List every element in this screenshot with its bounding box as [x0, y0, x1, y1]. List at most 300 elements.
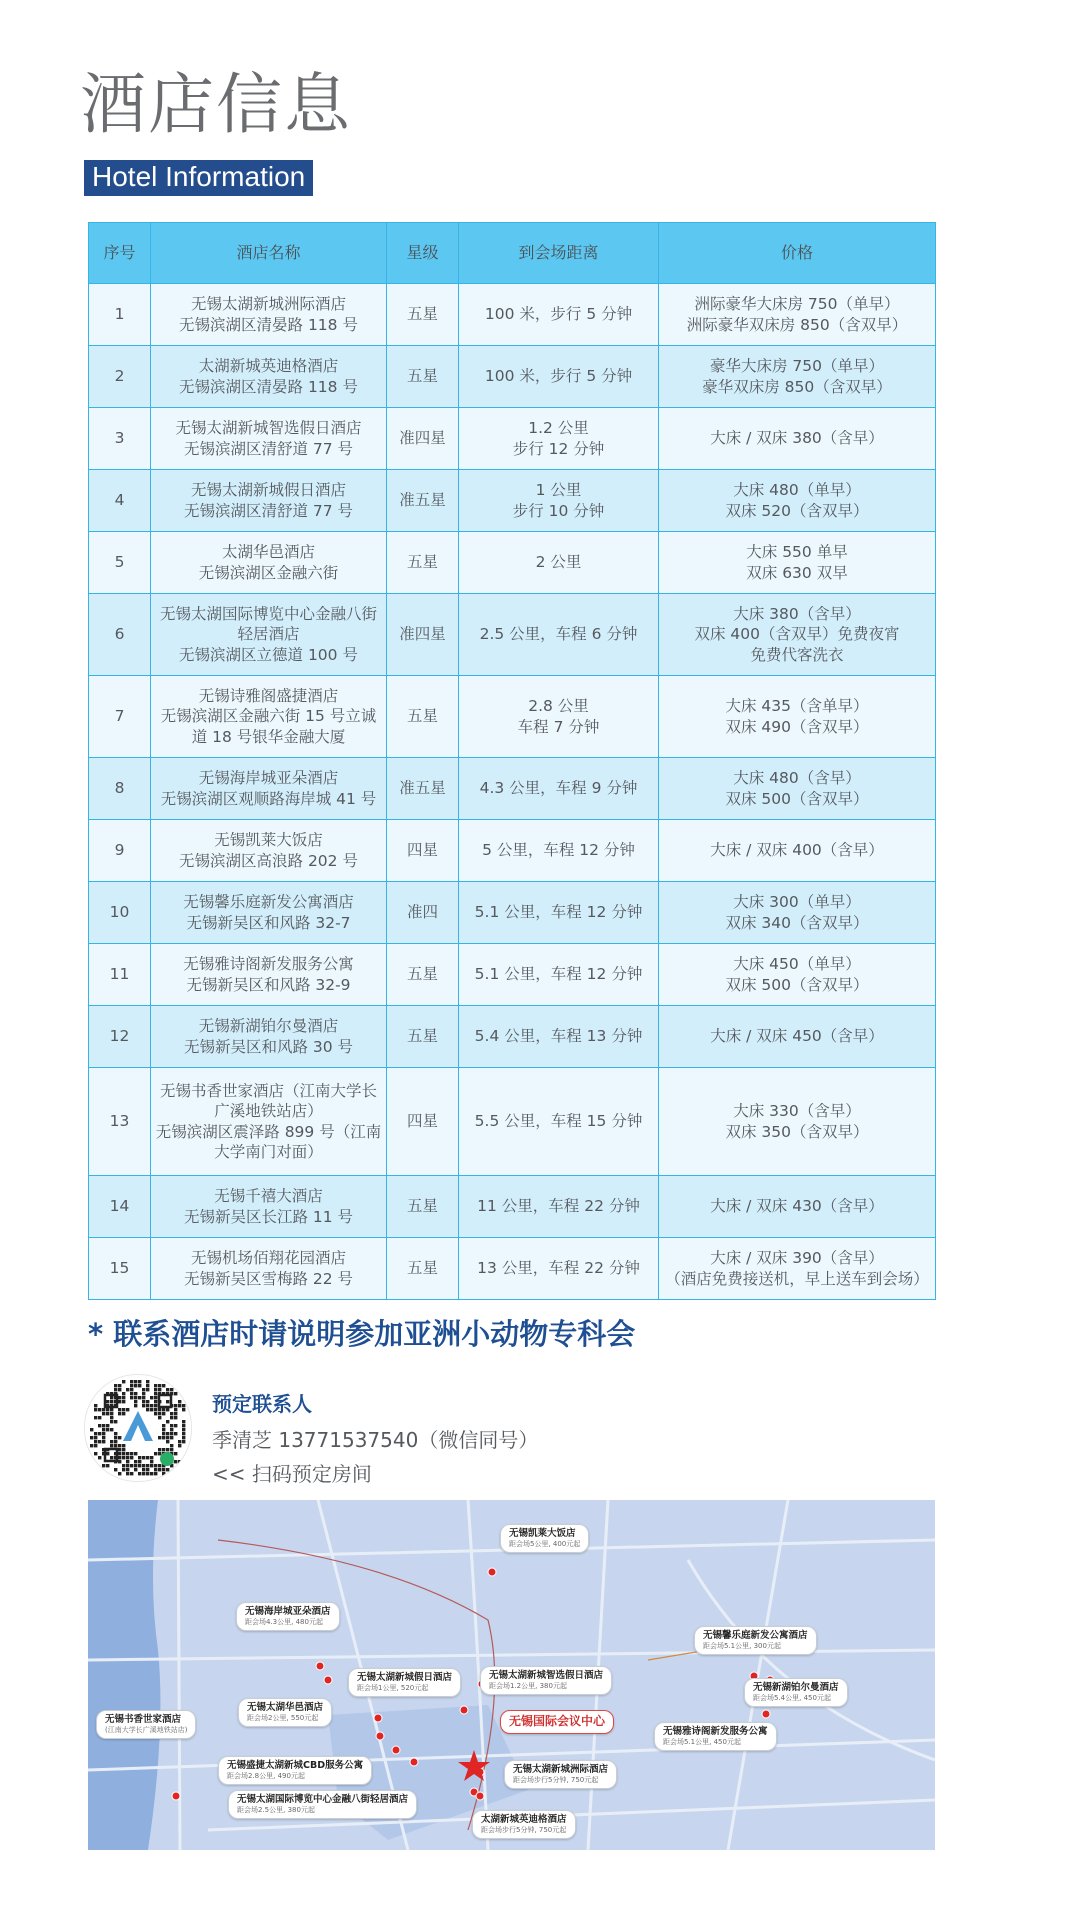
- qr-module: [142, 1464, 145, 1467]
- qr-module: [170, 1412, 173, 1415]
- qr-module: [126, 1388, 129, 1391]
- cell-distance: [459, 470, 659, 532]
- cell-price-line: 大床 550 单早: [746, 543, 848, 562]
- cell-price-line: 大床 / 双床 430（含早）: [710, 1197, 884, 1216]
- map-hotel-label: [654, 1722, 777, 1751]
- qr-module: [126, 1464, 129, 1467]
- cell-no: 4: [89, 470, 151, 532]
- qr-module: [146, 1472, 149, 1475]
- qr-module: [154, 1388, 157, 1391]
- qr-module: [150, 1396, 153, 1399]
- cell-price: [659, 1068, 936, 1176]
- cell-distance-line: 2.5 公里，车程 6 分钟: [479, 625, 638, 644]
- cell-price: [659, 1176, 936, 1238]
- qr-module: [166, 1432, 169, 1435]
- qr-module: [114, 1384, 117, 1387]
- qr-module: [142, 1404, 145, 1407]
- map-hotel-desc: 距会场2公里, 550元起: [247, 1713, 319, 1722]
- map-hotel-desc: 距会场步行5分钟, 750元起: [513, 1775, 599, 1784]
- qr-module: [174, 1460, 177, 1463]
- cell-name-line: 无锡滨湖区观顺路海岸城 41 号: [160, 789, 377, 808]
- cell-distance-line: 1 公里: [535, 481, 582, 500]
- qr-module: [94, 1452, 97, 1455]
- qr-module: [118, 1400, 121, 1403]
- map-hotel-name: 无锡太湖华邑酒店: [247, 1702, 324, 1713]
- qr-module: [134, 1380, 137, 1383]
- map-hotel-name: 无锡太湖新城洲际酒店: [513, 1764, 609, 1775]
- map-hotel-desc: 距会场5公里, 400元起: [509, 1539, 581, 1548]
- cell-name-line: 无锡机场佰翔花园酒店: [190, 1249, 346, 1268]
- qr-module: [114, 1468, 117, 1471]
- cell-star: 准四星: [387, 594, 459, 676]
- map-hotel-name: 太湖新城英迪格酒店: [481, 1814, 567, 1825]
- cell-price-line: 双床 500（含双早）: [725, 789, 869, 808]
- cell-distance: [459, 944, 659, 1006]
- cell-no: 12: [89, 1006, 151, 1068]
- map-hotel-label: [500, 1524, 589, 1553]
- cell-no: 11: [89, 944, 151, 1006]
- qr-module: [170, 1388, 173, 1391]
- qr-module: [122, 1448, 125, 1451]
- qr-module: [150, 1464, 153, 1467]
- cell-distance: [459, 758, 659, 820]
- qr-module: [150, 1472, 153, 1475]
- map-hotel-desc: 距会场5.4公里, 450元起: [753, 1693, 831, 1702]
- cell-name-line: 无锡太湖新城洲际酒店: [190, 295, 346, 314]
- cell-distance-line: 13 公里，车程 22 分钟: [477, 1259, 640, 1278]
- table-row: [89, 1176, 936, 1238]
- qr-module: [94, 1404, 97, 1407]
- cell-distance: [459, 532, 659, 594]
- hotel-table: [88, 222, 936, 1300]
- qr-module: [122, 1412, 125, 1415]
- cell-name: [151, 882, 387, 944]
- cell-name: [151, 284, 387, 346]
- cell-price: [659, 1238, 936, 1300]
- qr-module: [106, 1428, 109, 1431]
- qr-module: [102, 1408, 105, 1411]
- qr-module: [154, 1464, 157, 1467]
- qr-module: [146, 1468, 149, 1471]
- table-row: [89, 758, 936, 820]
- qr-module: [94, 1432, 97, 1435]
- cell-star: 准四: [387, 882, 459, 944]
- qr-module: [98, 1456, 101, 1459]
- qr-module: [174, 1424, 177, 1427]
- cell-price-line: 双床 520（含双早）: [725, 501, 869, 520]
- qr-module: [126, 1452, 129, 1455]
- qr-module: [122, 1444, 125, 1447]
- cell-price-line: 洲际豪华大床房 750（单早）: [694, 295, 900, 314]
- cell-name-line: 无锡新吴区和风路 32-7: [186, 913, 351, 932]
- cell-distance: [459, 594, 659, 676]
- cell-price-line: 双床 630 双早: [746, 563, 848, 582]
- qr-module: [118, 1444, 121, 1447]
- qr-module: [122, 1400, 125, 1403]
- qr-module: [170, 1448, 173, 1451]
- cell-price: [659, 470, 936, 532]
- cell-distance-line: 5 公里，车程 12 分钟: [482, 841, 635, 860]
- qr-module: [130, 1452, 133, 1455]
- qr-module: [98, 1424, 101, 1427]
- cell-star: 五星: [387, 1006, 459, 1068]
- qr-module: [106, 1464, 109, 1467]
- cell-distance: [459, 346, 659, 408]
- qr-module: [134, 1464, 137, 1467]
- qr-module: [166, 1448, 169, 1451]
- cell-price-line: 双床 500（含双早）: [725, 975, 869, 994]
- cell-price-line: 大床 330（含早）: [733, 1102, 861, 1121]
- table-row: [89, 882, 936, 944]
- miniprogram-icon: [160, 1452, 174, 1466]
- cell-price: [659, 758, 936, 820]
- scan-hint: << 扫码预定房间: [212, 1462, 372, 1486]
- qr-module: [130, 1396, 133, 1399]
- map-hotel-name: 无锡凯莱大饭店: [509, 1528, 576, 1539]
- table-row: [89, 284, 936, 346]
- cell-distance-line: 5.1 公里，车程 12 分钟: [474, 965, 643, 984]
- cell-name: [151, 944, 387, 1006]
- cell-distance-line: 车程 7 分钟: [517, 717, 600, 736]
- table-row: [89, 676, 936, 758]
- contact-note: * 联系酒店时请说明参加亚洲小动物专科会: [88, 1317, 636, 1351]
- table-row: [89, 820, 936, 882]
- qr-module: [158, 1436, 161, 1439]
- qr-module: [154, 1392, 157, 1395]
- map-hotel-desc: 距会场2.5公里, 380元起: [237, 1805, 315, 1814]
- map-hotel-desc: (江南大学长广溪地铁站店): [105, 1725, 188, 1734]
- map-hotel-name: 无锡盛捷太湖新城CBD服务公寓: [227, 1760, 364, 1771]
- table-row: [89, 408, 936, 470]
- cell-no: 8: [89, 758, 151, 820]
- cell-name-line: 无锡新吴区和风路 30 号: [183, 1037, 354, 1056]
- map-hotel-desc: 距会场1公里, 520元起: [357, 1683, 429, 1692]
- cell-name-line: 无锡滨湖区清晏路 118 号: [179, 377, 358, 396]
- qr-module: [154, 1404, 157, 1407]
- qr-module: [170, 1428, 173, 1431]
- qr-module: [146, 1456, 149, 1459]
- map-pin-icon: [172, 1792, 180, 1800]
- cell-price-line: 双床 340（含双早）: [725, 913, 869, 932]
- qr-module: [114, 1436, 117, 1439]
- cell-no: 2: [89, 346, 151, 408]
- qr-module: [162, 1436, 165, 1439]
- qr-module: [182, 1436, 185, 1439]
- qr-module: [126, 1408, 129, 1411]
- qr-module: [154, 1396, 157, 1399]
- cell-price: [659, 346, 936, 408]
- qr-module: [162, 1472, 165, 1475]
- cell-star: 四星: [387, 820, 459, 882]
- header-price: 价格: [659, 223, 936, 284]
- qr-module: [142, 1456, 145, 1459]
- qr-module: [182, 1408, 185, 1411]
- cell-name-line: 无锡海岸城亚朵酒店: [198, 769, 339, 788]
- qr-module: [174, 1404, 177, 1407]
- qr-module: [162, 1424, 165, 1427]
- qr-module: [122, 1464, 125, 1467]
- qr-module: [154, 1412, 157, 1415]
- qr-module: [174, 1416, 177, 1419]
- qr-module: [166, 1436, 169, 1439]
- qr-module: [146, 1380, 149, 1383]
- qr-module: [150, 1460, 153, 1463]
- qr-module: [158, 1452, 161, 1455]
- table-header-row: [89, 223, 936, 284]
- qr-module: [106, 1400, 109, 1403]
- cell-name-line: 无锡新湖铂尔曼酒店: [198, 1017, 339, 1036]
- cell-star: 准五星: [387, 758, 459, 820]
- cell-no: 1: [89, 284, 151, 346]
- cell-distance-line: 5.5 公里，车程 15 分钟: [474, 1112, 643, 1131]
- qr-module: [98, 1408, 101, 1411]
- header-no: 序号: [89, 223, 151, 284]
- map-hotel-label: [238, 1698, 332, 1727]
- qr-module: [122, 1396, 125, 1399]
- qr-code[interactable]: [84, 1374, 192, 1482]
- qr-module: [142, 1396, 145, 1399]
- qr-module: [170, 1436, 173, 1439]
- map-hotel-name: 无锡雅诗阁新发服务公寓: [663, 1726, 768, 1737]
- qr-module: [182, 1440, 185, 1443]
- map-hotel-name: 无锡太湖国际博览中心金融八街轻居酒店: [237, 1794, 409, 1805]
- qr-module: [174, 1432, 177, 1435]
- cell-name-line: 无锡滨湖区清舒道 77 号: [183, 501, 354, 520]
- map-hotel-label: [236, 1602, 340, 1631]
- cell-name-line: 轻居酒店: [237, 625, 300, 644]
- qr-module: [182, 1432, 185, 1435]
- qr-module: [94, 1416, 97, 1419]
- qr-module: [162, 1428, 165, 1431]
- qr-module: [130, 1456, 133, 1459]
- table-row: [89, 594, 936, 676]
- qr-module: [134, 1452, 137, 1455]
- qr-module: [122, 1452, 125, 1455]
- qr-module: [118, 1472, 121, 1475]
- table-row: [89, 1238, 936, 1300]
- qr-module: [110, 1420, 113, 1423]
- cell-distance-line: 2.8 公里: [528, 697, 589, 716]
- qr-module: [90, 1444, 93, 1447]
- cell-distance: [459, 882, 659, 944]
- cell-price-line: 双床 400（含双早）免费夜宵: [694, 625, 900, 644]
- qr-module: [158, 1388, 161, 1391]
- cell-price-line: 双床 490（含双早）: [725, 717, 869, 736]
- qr-module: [102, 1464, 105, 1467]
- cell-star: 五星: [387, 944, 459, 1006]
- cell-name: [151, 820, 387, 882]
- qr-module: [130, 1388, 133, 1391]
- map-hotel-desc: 距会场1.2公里, 380元起: [489, 1681, 567, 1690]
- qr-module: [182, 1420, 185, 1423]
- qr-module: [154, 1472, 157, 1475]
- qr-module: [162, 1384, 165, 1387]
- qr-module: [126, 1460, 129, 1463]
- cell-distance: [459, 676, 659, 758]
- qr-module: [138, 1464, 141, 1467]
- qr-module: [102, 1424, 105, 1427]
- map-pin-icon: [488, 1568, 496, 1576]
- cell-name: [151, 532, 387, 594]
- map-hotel-name: 无锡太湖新城智选假日酒店: [489, 1670, 604, 1681]
- cell-distance-line: 100 米，步行 5 分钟: [484, 305, 633, 324]
- cell-distance: [459, 1238, 659, 1300]
- table-row: [89, 1006, 936, 1068]
- cell-no: 6: [89, 594, 151, 676]
- qr-module: [166, 1408, 169, 1411]
- qr-module: [118, 1384, 121, 1387]
- cell-name: [151, 1238, 387, 1300]
- map-hotel-label: [694, 1626, 817, 1655]
- qr-module: [162, 1468, 165, 1471]
- qr-module: [134, 1392, 137, 1395]
- cell-distance-line: 5.1 公里，车程 12 分钟: [474, 903, 643, 922]
- map-hotel-name: 无锡馨乐庭新发公寓酒店: [703, 1630, 808, 1641]
- cell-name-line: 无锡滨湖区金融六街: [198, 563, 339, 582]
- cell-name-line: 无锡馨乐庭新发公寓酒店: [183, 893, 354, 912]
- qr-module: [126, 1468, 129, 1471]
- map-hotel-desc: 距会场步行5分钟, 750元起: [481, 1825, 567, 1834]
- cell-no: 15: [89, 1238, 151, 1300]
- cell-distance: [459, 1068, 659, 1176]
- qr-module: [146, 1404, 149, 1407]
- qr-module: [178, 1460, 181, 1463]
- map-pin-icon: [376, 1732, 384, 1740]
- map-hotel-name: 无锡海岸城亚朵酒店: [245, 1606, 331, 1617]
- qr-module: [178, 1444, 181, 1447]
- cell-price: [659, 820, 936, 882]
- qr-module: [102, 1412, 105, 1415]
- qr-module: [110, 1456, 113, 1459]
- qr-module: [166, 1420, 169, 1423]
- cell-no: 3: [89, 408, 151, 470]
- qr-module: [158, 1384, 161, 1387]
- cell-price: [659, 944, 936, 1006]
- cell-price-line: 大床 480（单早）: [733, 481, 861, 500]
- qr-module: [138, 1472, 141, 1475]
- qr-module: [158, 1416, 161, 1419]
- qr-module: [166, 1388, 169, 1391]
- qr-module: [110, 1412, 113, 1415]
- qr-module: [114, 1444, 117, 1447]
- cell-price-line: 洲际豪华双床房 850（含双早）: [686, 315, 908, 334]
- qr-module: [102, 1428, 105, 1431]
- qr-module: [146, 1464, 149, 1467]
- qr-module: [130, 1392, 133, 1395]
- cell-star: 五星: [387, 284, 459, 346]
- map-venue-name: 无锡国际会议中心: [509, 1714, 606, 1728]
- table-row: [89, 1068, 936, 1176]
- cell-price-line: 大床 / 双床 390（含早）: [710, 1249, 884, 1268]
- qr-module: [146, 1408, 149, 1411]
- qr-module: [154, 1384, 157, 1387]
- page-title: 酒店信息: [80, 66, 352, 143]
- cell-name-line: 无锡太湖新城智选假日酒店: [175, 419, 362, 438]
- qr-module: [138, 1456, 141, 1459]
- cell-name-line: 无锡滨湖区高浪路 202 号: [179, 851, 358, 870]
- cell-name-line: 无锡新吴区长江路 11 号: [183, 1207, 354, 1226]
- cell-name-line: 无锡千禧大酒店: [214, 1187, 323, 1206]
- qr-module: [154, 1400, 157, 1403]
- table-row: [89, 532, 936, 594]
- cell-price-line: 大床 / 双床 380（含早）: [710, 429, 884, 448]
- cell-price: [659, 882, 936, 944]
- map-pin-icon: [460, 1706, 468, 1714]
- qr-module: [158, 1408, 161, 1411]
- cell-price: [659, 676, 936, 758]
- cell-price-line: 双床 350（含双早）: [725, 1122, 869, 1141]
- cell-price-line: 大床 450（单早）: [733, 955, 861, 974]
- qr-module: [118, 1396, 121, 1399]
- cell-no: 14: [89, 1176, 151, 1238]
- qr-module: [170, 1432, 173, 1435]
- cell-star: 四星: [387, 1068, 459, 1176]
- cell-name-line: 无锡滨湖区清舒道 77 号: [183, 439, 354, 458]
- map-hotel-label: [472, 1810, 576, 1839]
- qr-module: [146, 1400, 149, 1403]
- qr-module: [118, 1436, 121, 1439]
- cell-star: 五星: [387, 532, 459, 594]
- header-star: 星级: [387, 223, 459, 284]
- qr-module: [130, 1384, 133, 1387]
- map-pin-icon: [316, 1662, 324, 1670]
- map-hotel-desc: 距会场5.1公里, 450元起: [663, 1737, 741, 1746]
- map-hotel-name: 无锡新湖铂尔曼酒店: [753, 1682, 839, 1693]
- location-map: [88, 1500, 935, 1850]
- cell-price-line: 大床 435（含单早）: [725, 697, 869, 716]
- qr-module: [134, 1400, 137, 1403]
- cell-price: [659, 408, 936, 470]
- qr-module: [142, 1400, 145, 1403]
- cell-name-line: 无锡滨湖区清晏路 118 号: [179, 315, 358, 334]
- cell-price-line: 豪华双床房 850（含双早）: [702, 377, 892, 396]
- qr-module: [178, 1400, 181, 1403]
- qr-module: [142, 1468, 145, 1471]
- cell-name-line: 大学南门对面）: [214, 1142, 323, 1161]
- cell-price: [659, 1006, 936, 1068]
- cell-price-line: 大床 / 双床 400（含早）: [710, 841, 884, 860]
- qr-module: [142, 1392, 145, 1395]
- qr-module: [110, 1396, 113, 1399]
- qr-module: [102, 1432, 105, 1435]
- cell-name-line: 无锡新吴区雪梅路 22 号: [183, 1269, 354, 1288]
- qr-module: [118, 1408, 121, 1411]
- qr-module: [98, 1432, 101, 1435]
- qr-logo-icon: [123, 1411, 153, 1441]
- map-hotel-label: [504, 1760, 617, 1789]
- qr-module: [110, 1416, 113, 1419]
- qr-module: [150, 1404, 153, 1407]
- qr-module: [110, 1440, 113, 1443]
- qr-module: [94, 1440, 97, 1443]
- qr-module: [122, 1408, 125, 1411]
- cell-price-line: 大床 300（单早）: [733, 893, 861, 912]
- cell-star: 准四星: [387, 408, 459, 470]
- qr-module: [138, 1396, 141, 1399]
- qr-module: [110, 1428, 113, 1431]
- qr-module: [154, 1452, 157, 1455]
- qr-module: [170, 1424, 173, 1427]
- cell-distance: [459, 284, 659, 346]
- map-hotel-label: [96, 1710, 196, 1739]
- qr-module: [134, 1404, 137, 1407]
- qr-module: [154, 1468, 157, 1471]
- qr-module: [118, 1460, 121, 1463]
- header-distance: 到会场距离: [459, 223, 659, 284]
- qr-module: [102, 1436, 105, 1439]
- cell-name-line: 太湖华邑酒店: [221, 543, 315, 562]
- cell-distance: [459, 820, 659, 882]
